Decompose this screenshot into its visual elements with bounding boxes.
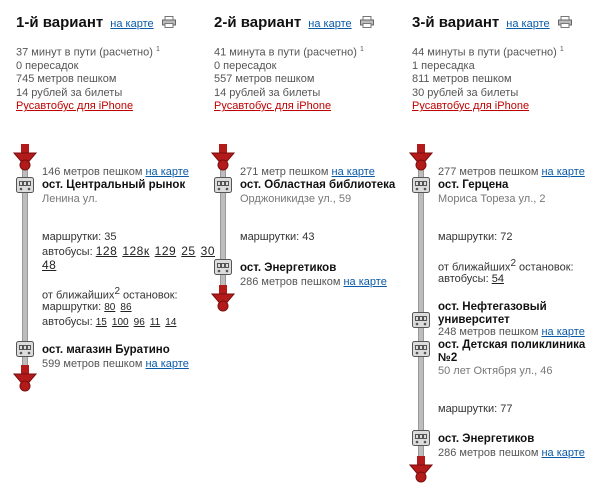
- stop-address: Орджоникидзе ул., 59: [240, 193, 352, 205]
- stop-name: ост. Областная библиотека: [240, 179, 396, 191]
- ticket-cost: 30 рублей за билеты: [412, 86, 519, 99]
- map-link[interactable]: на карте: [506, 18, 550, 30]
- ticket-cost: 14 рублей за билеты: [16, 86, 123, 99]
- nearest-buses: автобусы: 15 100 96 11 14: [42, 316, 177, 328]
- transfers: 0 пересадок: [16, 60, 79, 73]
- bus-stop-icon: [214, 177, 232, 193]
- iphone-link[interactable]: Русавтобус для iPhone: [16, 100, 134, 113]
- bus-stop-icon: [412, 177, 430, 193]
- variant-title: 2-й вариант: [214, 14, 302, 31]
- arrow-down-icon: [13, 365, 37, 393]
- stop-name: ост. магазин Буратино: [42, 344, 170, 356]
- route-link[interactable]: 96: [133, 317, 145, 328]
- arrow-down-icon: [409, 456, 433, 484]
- map-link[interactable]: на карте: [541, 447, 585, 459]
- travel-time: 37 минут в пути (расчетно): [16, 46, 153, 59]
- stop-address: Ленина ул.: [42, 193, 98, 205]
- route-link[interactable]: 11: [149, 317, 161, 328]
- nearest-stops-label: от ближайших$^2$ остановок:: [438, 258, 574, 274]
- bus-stop-icon: [412, 312, 430, 328]
- walk-segment: 599 метров пешком на карте: [42, 358, 189, 370]
- variant-header: [16, 14, 176, 31]
- route-link[interactable]: 14: [165, 317, 177, 328]
- travel-time: 44 минуты в пути (расчетно): [412, 46, 557, 59]
- ticket-cost: 14 рублей за билеты: [214, 86, 321, 99]
- map-link[interactable]: на карте: [110, 18, 154, 30]
- stop-name: ост. Герцена: [438, 179, 509, 191]
- walk-segment: 277 метров пешком на карте: [438, 166, 585, 178]
- map-link[interactable]: на карте: [331, 166, 375, 178]
- route-link[interactable]: 128к: [122, 244, 150, 258]
- map-link[interactable]: на карте: [541, 326, 585, 338]
- route-summary: 44 минуты в пути (расчетно) $^1$ 1 пересадка 811 метров пешком 30 рублей за билеты Русавтобус для iPhone: [412, 46, 564, 113]
- arrow-down-icon: [211, 144, 235, 172]
- variant-2: [212, 0, 408, 489]
- walk-segment: 271 метр пешком на карте: [240, 166, 375, 178]
- arrow-down-icon: [409, 144, 433, 172]
- bus-stop-icon: [16, 341, 34, 357]
- variant-header: [412, 14, 572, 31]
- bus-stop-icon: [412, 341, 430, 357]
- variant-header: [214, 14, 374, 31]
- route-summary: 41 минута в пути (расчетно) $^1$ 0 пересадок 557 метров пешком 14 рублей за билеты Русавтобус для iPhone: [214, 46, 364, 113]
- map-link[interactable]: на карте: [145, 166, 189, 178]
- stop-name: ост. Энергетиков: [438, 433, 535, 445]
- marshrutki-line: маршрутки: 35: [42, 231, 117, 243]
- map-link[interactable]: на карте: [308, 18, 352, 30]
- map-link[interactable]: на карте: [343, 276, 387, 288]
- walk-distance: 811 метров пешком: [412, 73, 512, 86]
- print-icon[interactable]: [360, 16, 374, 28]
- walk-distance: 745 метров пешком: [16, 73, 117, 86]
- route-link[interactable]: 128: [95, 244, 118, 258]
- iphone-link[interactable]: Русавтобус для iPhone: [214, 100, 332, 113]
- stop-name: ост. Нефтегазовый университет: [438, 301, 547, 326]
- route-link[interactable]: 129: [154, 244, 177, 258]
- stop-name: ост. Центральный рынок: [42, 179, 186, 191]
- walk-segment: 286 метров пешком на карте: [438, 447, 585, 459]
- walk-segment: 248 метров пешком на карте: [438, 326, 585, 338]
- marshrutki-line: маршрутки: 77: [438, 403, 513, 415]
- walk-distance: 557 метров пешком: [214, 73, 315, 86]
- arrow-down-icon: [211, 285, 235, 313]
- nearest-marshrutki: маршрутки: 80 86: [42, 301, 132, 313]
- walk-segment: 146 метров пешком на карте: [42, 166, 189, 178]
- route-link[interactable]: 54: [491, 273, 504, 285]
- bus-stop-icon: [16, 177, 34, 193]
- route-link[interactable]: 48: [42, 258, 57, 272]
- route-link[interactable]: 15: [95, 317, 107, 328]
- nearest-buses: автобусы: 54: [438, 273, 504, 285]
- bus-stop-icon: [412, 430, 430, 446]
- map-link[interactable]: на карте: [541, 166, 585, 178]
- print-icon[interactable]: [162, 16, 176, 28]
- map-link[interactable]: на карте: [145, 358, 189, 370]
- route-link[interactable]: 80: [104, 302, 116, 313]
- stop-address: Мориса Тореза ул., 2: [438, 193, 546, 205]
- arrow-down-icon: [13, 144, 37, 172]
- route-link[interactable]: 86: [120, 302, 132, 313]
- variant-1: [14, 0, 216, 489]
- buses-line: автобусы: 128 128к 129 25 30: [42, 244, 216, 258]
- route-link[interactable]: 100: [111, 317, 129, 328]
- marshrutki-line: маршрутки: 43: [240, 231, 315, 243]
- travel-time: 41 минута в пути (расчетно): [214, 46, 357, 59]
- stop-address: 50 лет Октября ул., 46: [438, 365, 553, 377]
- buses-line-cont: [42, 259, 58, 273]
- walk-segment: 286 метров пешком на карте: [240, 276, 387, 288]
- variant-3: [410, 0, 600, 489]
- print-icon[interactable]: [558, 16, 572, 28]
- bus-stop-icon: [214, 259, 232, 275]
- route-link[interactable]: 25: [181, 244, 196, 258]
- nearest-stops-label: от ближайших$^2$ остановок:: [42, 286, 178, 302]
- stop-name: ост. Энергетиков: [240, 262, 337, 274]
- transfers: 1 пересадка: [412, 60, 475, 73]
- iphone-link[interactable]: Русавтобус для iPhone: [412, 100, 530, 113]
- stop-name: ост. Детская поликлиника №2: [438, 339, 586, 364]
- marshrutki-line: маршрутки: 72: [438, 231, 513, 243]
- transfers: 0 пересадок: [214, 60, 277, 73]
- route-summary: 37 минут в пути (расчетно) $^1$ 0 пересадок 745 метров пешком 14 рублей за билеты Русавтобус для iPhone: [16, 46, 160, 113]
- variant-title: 1-й вариант: [16, 14, 104, 31]
- route-link[interactable]: 30: [200, 244, 216, 258]
- variant-title: 3-й вариант: [412, 14, 500, 31]
